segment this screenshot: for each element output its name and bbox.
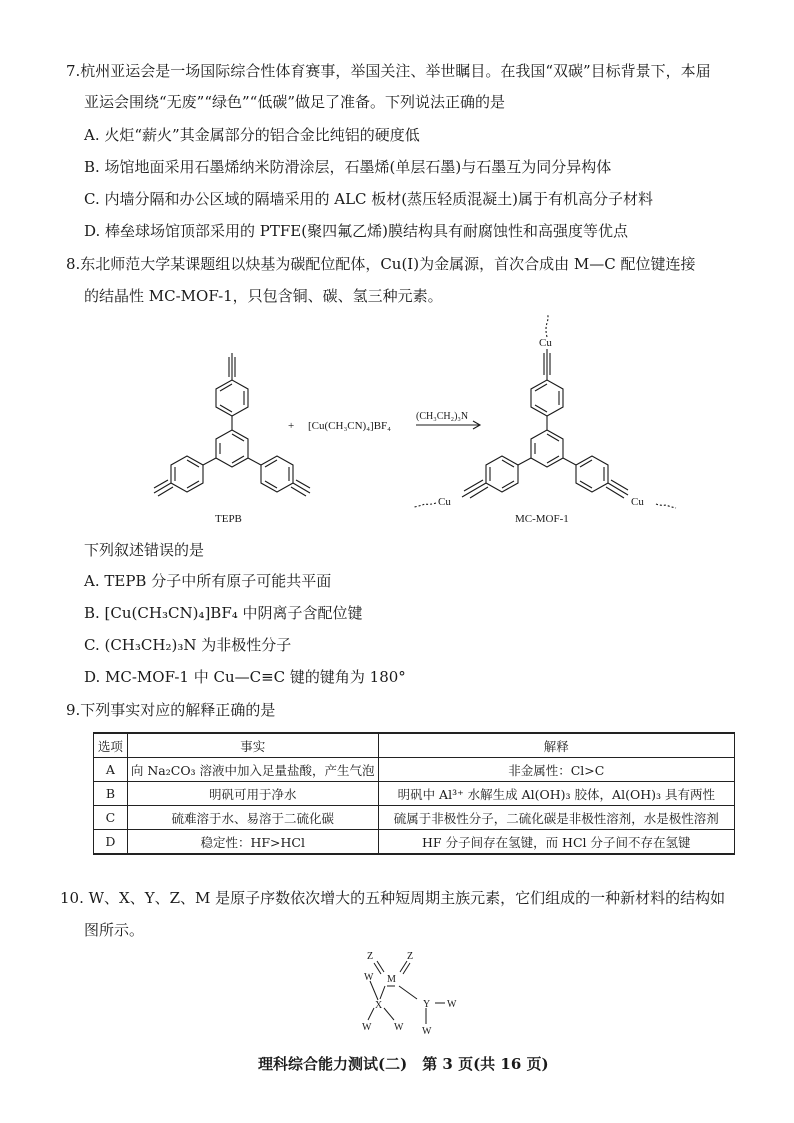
row-fact: 明矾可用于净水 — [127, 782, 378, 806]
cu-label-top: Cu — [539, 337, 552, 349]
atom-z2: Z — [407, 951, 414, 962]
row-option: B — [94, 782, 128, 806]
q7-option-a: A. 火炬“薪火”其金属部分的铝合金比纯铝的硬度低 — [84, 126, 420, 144]
header-explanation: 解释 — [378, 733, 734, 758]
table-row — [94, 758, 735, 782]
header-option: 选项 — [94, 733, 128, 758]
q10-structure — [350, 946, 480, 1038]
q9-table — [93, 732, 735, 855]
page-footer: 理科综合能力测试(二) 第 3 页(共 16 页) — [258, 1055, 549, 1073]
q8-option-d: D. MC-MOF-1 中 Cu—C≡C 键的键角为 180° — [84, 668, 406, 686]
row-option: A — [94, 758, 128, 782]
atom-m: M — [387, 974, 396, 985]
q8-stem-line2: 的结晶性 MC-MOF-1，只包含铜、碳、氢三种元素。 — [84, 287, 443, 305]
q9-stem: 9.下列事实对应的解释正确的是 — [66, 701, 276, 719]
q8-option-b: B. [Cu(CH₃CN)₄]BF₄ 中阴离子含配位键 — [84, 604, 363, 622]
row-fact: 向 Na₂CO₃ 溶液中加入足量盐酸，产生气泡 — [127, 758, 378, 782]
row-explanation: HF 分子间存在氢键，而 HCl 分子间不存在氢键 — [378, 830, 734, 855]
q7-stem-line1: 7.杭州亚运会是一场国际综合性体育赛事，举国关注、举世瞩目。在我国“双碳”目标背景下，本届 — [66, 62, 711, 80]
table-header-row — [94, 733, 735, 758]
copper-reagent: [Cu(CH₃CN)₄]BF₄ — [308, 420, 392, 432]
q7-option-c: C. 内墙分隔和办公区域的隔墙采用的 ALC 板材(蒸压轻质混凝土)属于有机高分子材料 — [84, 190, 653, 208]
q7-stem-line2: 亚运会围绕“无废”“绿色”“低碳”做足了准备。下列说法正确的是 — [84, 93, 506, 111]
q8-stem-line1: 8.东北师范大学某课题组以炔基为碳配位配体，Cu(Ⅰ)为金属源，首次合成由 M—C 配位键连接 — [66, 255, 696, 273]
row-explanation: 硫属于非极性分子，二硫化碳是非极性溶剂，水是极性溶剂 — [378, 806, 734, 830]
row-option: C — [94, 806, 128, 830]
atom-z1: Z — [367, 951, 374, 962]
atom-w-right: W — [447, 999, 457, 1010]
atom-w-bottom-y: W — [422, 1026, 432, 1037]
atom-w-bottom-left: W — [362, 1022, 372, 1033]
mof-label: MC-MOF-1 — [515, 513, 569, 525]
q10-stem-line1: 10. W、X、Y、Z、M 是原子序数依次增大的五种短周期主族元素，它们组成的一种新材料的结构如 — [60, 889, 726, 907]
atom-y: Y — [423, 999, 431, 1010]
row-option: D — [94, 830, 128, 855]
q8-prompt: 下列叙述错误的是 — [84, 541, 205, 559]
atom-w-bottom-mid: W — [394, 1022, 404, 1033]
tepb-structure — [154, 353, 310, 496]
row-explanation: 非金属性：Cl>C — [378, 758, 734, 782]
header-fact: 事实 — [127, 733, 378, 758]
atom-w-left: W — [364, 972, 374, 983]
row-fact: 硫难溶于水、易溶于二硫化碳 — [127, 806, 378, 830]
table-row — [94, 782, 735, 806]
reaction-plus: + — [288, 420, 295, 432]
q8-option-a: A. TEPB 分子中所有原子可能共平面 — [84, 572, 332, 590]
row-explanation: 明矾中 Al³⁺ 水解生成 Al(OH)₃ 胶体，Al(OH)₃ 具有两性 — [378, 782, 734, 806]
row-fact: 稳定性：HF>HCl — [127, 830, 378, 855]
q10-stem-line2: 图所示。 — [84, 921, 145, 939]
q8-option-c: C. (CH₃CH₂)₃N 为非极性分子 — [84, 636, 292, 654]
tepb-label: TEPB — [215, 513, 242, 525]
atom-x: X — [375, 1000, 383, 1011]
cu-label-left: Cu — [438, 496, 451, 508]
reaction-scheme — [140, 315, 680, 530]
cu-label-right: Cu — [631, 496, 644, 508]
q7-option-b: B. 场馆地面采用石墨烯纳米防滑涂层，石墨烯(单层石墨)与石墨互为同分异构体 — [84, 158, 612, 176]
table-row — [94, 830, 735, 855]
reaction-condition: (CH₃CH₂)₃N — [416, 411, 469, 422]
q7-option-d: D. 棒垒球场馆顶部采用的 PTFE(聚四氟乙烯)膜结构具有耐腐蚀性和高强度等优点 — [84, 222, 628, 240]
table-row — [94, 806, 735, 830]
